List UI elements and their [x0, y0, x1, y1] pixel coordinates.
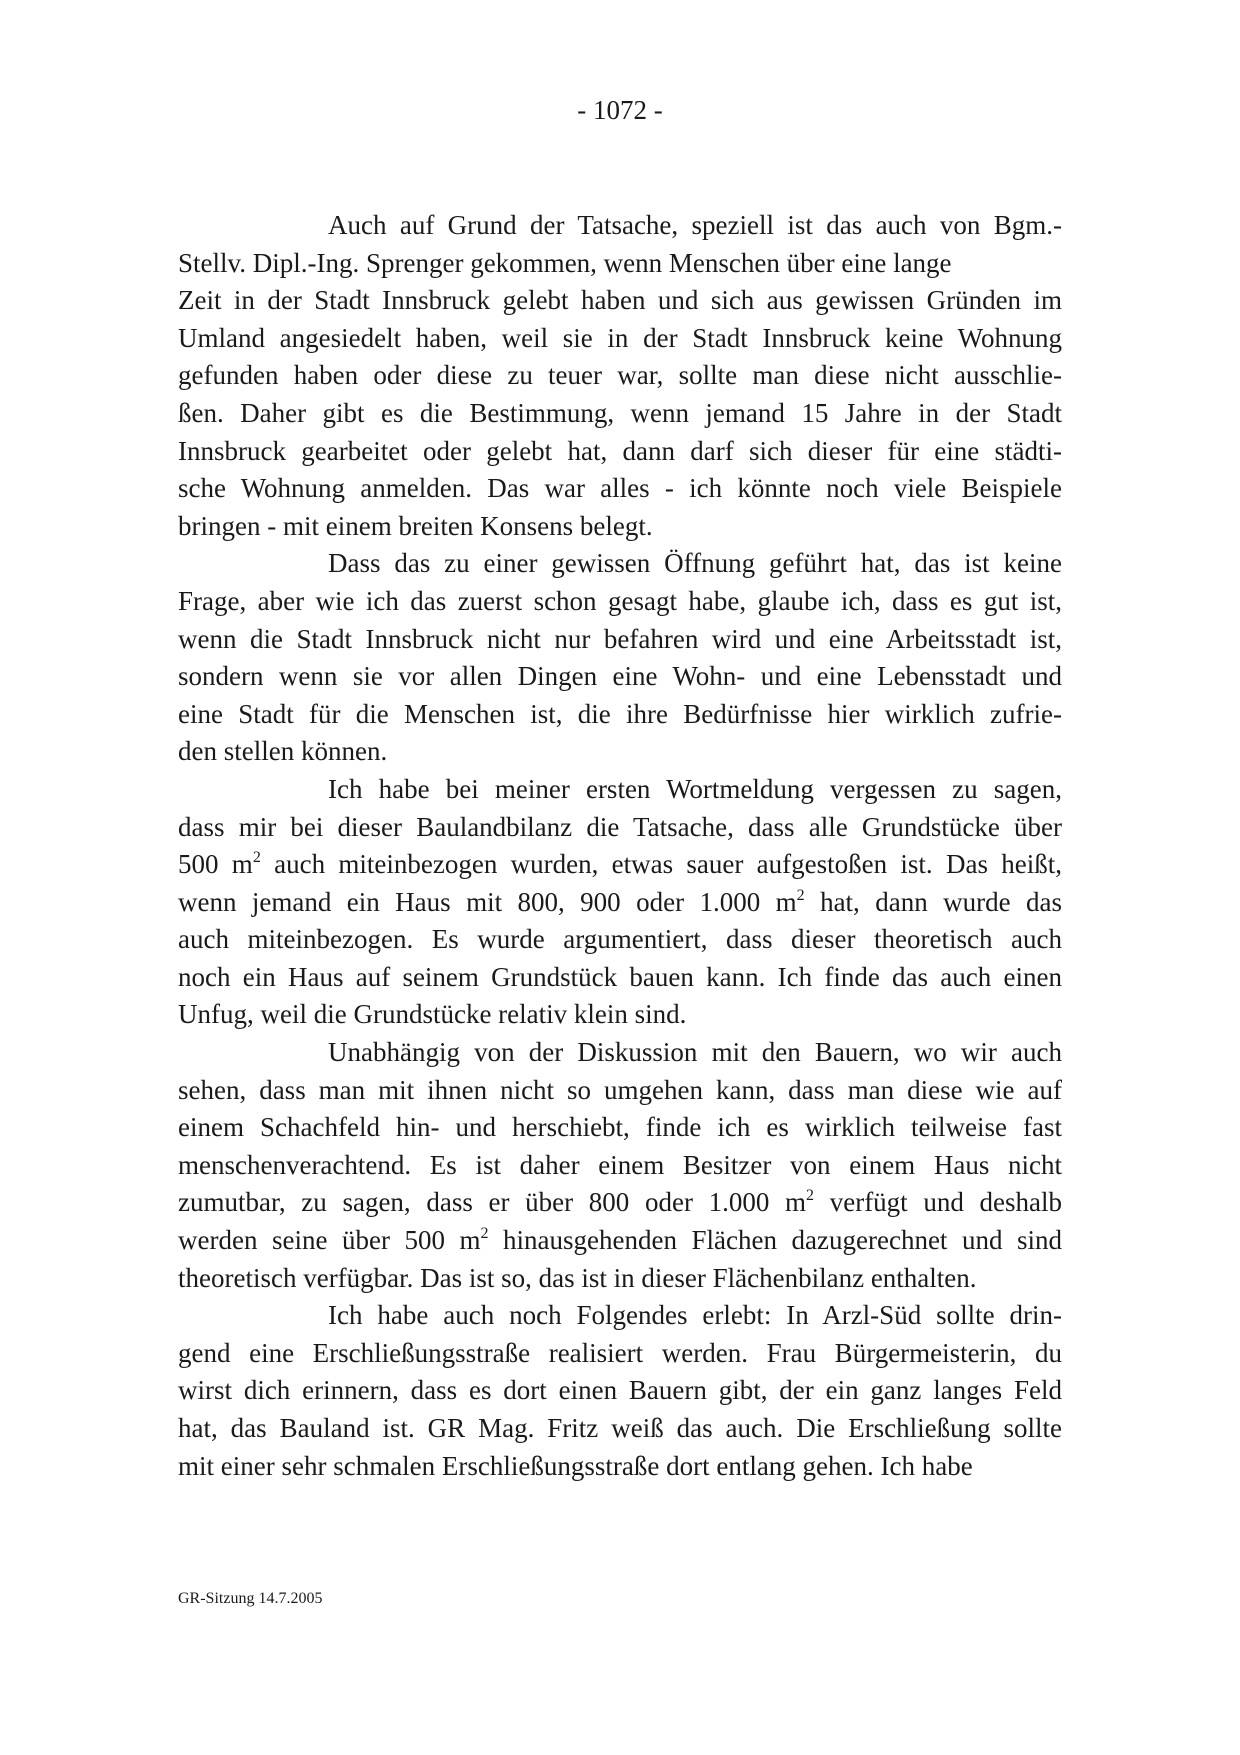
text-line — [178, 583, 1078, 621]
text-segment: wenn die Stadt Innsbruck nicht nur befahren wird und eine Arbeitsstadt ist, — [178, 623, 1062, 654]
text-segment: Ich habe bei meiner ersten Wortmeldung vergessen zu sagen, — [328, 773, 1062, 804]
text-line — [178, 1109, 1078, 1147]
text-segment: hat, das Bauland ist. GR Mag. Fritz weiß das auch. Die Erschließung sollte — [178, 1413, 1062, 1443]
text-segment: Zeit in der Stadt Innsbruck gelebt haben und sich aus gewissen Gründen im — [178, 285, 1062, 316]
text-line — [178, 508, 1078, 546]
text-line — [178, 658, 1078, 696]
text-line — [178, 621, 1078, 659]
text-line — [178, 320, 1078, 358]
text-segment: Unfug, weil die Grundstücke relativ klein sind. — [178, 999, 687, 1030]
text-segment: Stellv. Dipl.-Ing. Sprenger gekommen, wenn Menschen über eine lange — [178, 247, 952, 278]
text-line — [178, 846, 1078, 884]
text-segment: theoretisch verfügbar. Das ist so, das ist in dieser Flächenbilanz enthalten. — [178, 1262, 977, 1293]
text-line — [178, 1034, 1078, 1072]
text-line — [178, 1372, 1078, 1410]
text-segment: hinausgehenden Flächen dazugerechnet und sind — [488, 1225, 1062, 1256]
text-line — [178, 959, 1078, 997]
text-line — [178, 996, 1078, 1034]
text-line — [178, 245, 1078, 283]
text-line — [178, 395, 1078, 433]
text-segment: Ich habe auch noch Folgendes erlebt: In Arzl-Süd sollte drin- — [328, 1300, 1062, 1331]
superscript: 2 — [806, 1187, 815, 1205]
text-line — [178, 1260, 1078, 1298]
text-line — [178, 282, 1078, 320]
text-segment: ßen. Daher gibt es die Bestimmung, wenn jemand 15 Jahre in der Stadt — [178, 397, 1062, 428]
text-segment: wenn jemand ein Haus mit 800, 900 oder 1.000 m — [178, 886, 797, 917]
text-segment: Dass das zu einer gewissen Öffnung geführt hat, das ist keine — [328, 548, 1062, 579]
text-line — [178, 696, 1078, 734]
text-line — [178, 1297, 1078, 1335]
text-segment: den stellen können. — [178, 736, 388, 767]
text-line — [178, 771, 1078, 809]
superscript: 2 — [480, 1225, 489, 1243]
text-line — [178, 1072, 1078, 1110]
paragraph — [178, 207, 1078, 545]
text-segment: Frage, aber wie ich das zuerst schon gesagt habe, glaube ich, dass es gut ist, — [178, 585, 1062, 616]
superscript: 2 — [252, 849, 261, 867]
superscript: 2 — [796, 886, 805, 904]
text-line — [178, 1184, 1078, 1222]
text-segment: dass mir bei dieser Baulandbilanz die Tatsache, dass alle Grundstücke über — [178, 811, 1062, 842]
paragraph — [178, 1034, 1078, 1297]
text-segment: werden seine über 500 m — [178, 1225, 481, 1256]
text-segment: verfügt und deshalb — [814, 1187, 1062, 1218]
text-segment: menschenverachtend. Es ist daher einem Besitzer von einem Haus nicht — [178, 1149, 1062, 1180]
text-line — [178, 545, 1078, 583]
text-segment: bringen - mit einem breiten Konsens belegt. — [178, 510, 653, 541]
text-segment: gefunden haben oder diese zu teuer war, sollte man diese nicht ausschlie- — [178, 360, 1062, 391]
body-text — [178, 207, 1078, 1485]
text-line — [178, 1448, 1078, 1486]
footer-session-date: GR-Sitzung 14.7.2005 — [178, 1590, 323, 1607]
text-line — [178, 207, 1078, 245]
text-line — [178, 733, 1078, 771]
text-line — [178, 433, 1078, 471]
text-segment: Unabhängig von der Diskussion mit den Bauern, wo wir auch — [328, 1037, 1062, 1068]
page-number: - 1072 - — [577, 95, 663, 125]
text-segment: noch ein Haus auf seinem Grundstück bauen kann. Ich finde das auch einen — [178, 961, 1062, 992]
text-line — [178, 884, 1078, 922]
text-line — [178, 470, 1078, 508]
text-segment: mit einer sehr schmalen Erschließungsstraße dort entlang gehen. Ich habe — [178, 1450, 973, 1481]
paragraph — [178, 545, 1078, 771]
text-segment: auch miteinbezogen. Es wurde argumentiert, dass dieser theoretisch auch — [178, 924, 1062, 955]
text-segment: Umland angesiedelt haben, weil sie in der Stadt Innsbruck keine Wohnung — [178, 322, 1062, 353]
text-segment: wirst dich erinnern, dass es dort einen Bauern gibt, der ein ganz langes Feld — [178, 1375, 1062, 1406]
text-line — [178, 1410, 1078, 1448]
text-segment: zumutbar, zu sagen, dass er über 800 oder 1.000 m — [178, 1187, 807, 1218]
text-line — [178, 809, 1078, 847]
text-line — [178, 357, 1078, 395]
text-segment: auch miteinbezogen wurden, etwas sauer aufgestoßen ist. Das heißt, — [260, 849, 1062, 880]
text-line — [178, 1335, 1078, 1373]
text-segment: Innsbruck gearbeitet oder gelebt hat, dann darf sich dieser für eine städti- — [178, 435, 1062, 466]
text-segment: sondern wenn sie vor allen Dingen eine Wohn- und eine Lebensstadt und — [178, 661, 1062, 692]
text-segment: 500 m — [178, 849, 253, 880]
text-line — [178, 1147, 1078, 1185]
text-line — [178, 1222, 1078, 1260]
text-line — [178, 921, 1078, 959]
paragraph — [178, 771, 1078, 1034]
text-segment: Auch auf Grund der Tatsache, speziell ist das auch von Bgm.- — [328, 210, 1062, 240]
text-segment: sehen, dass man mit ihnen nicht so umgehen kann, dass man diese wie auf — [178, 1074, 1062, 1105]
paragraph — [178, 1297, 1078, 1485]
text-segment: hat, dann wurde das — [804, 886, 1062, 917]
text-segment: einem Schachfeld hin- und herschiebt, finde ich es wirklich teilweise fast — [178, 1112, 1062, 1143]
text-segment: gend eine Erschließungsstraße realisiert werden. Frau Bürgermeisterin, du — [178, 1337, 1062, 1368]
text-segment: eine Stadt für die Menschen ist, die ihre Bedürfnisse hier wirklich zufrie- — [178, 698, 1062, 729]
text-segment: sche Wohnung anmelden. Das war alles - ich könnte noch viele Beispiele — [178, 473, 1062, 504]
